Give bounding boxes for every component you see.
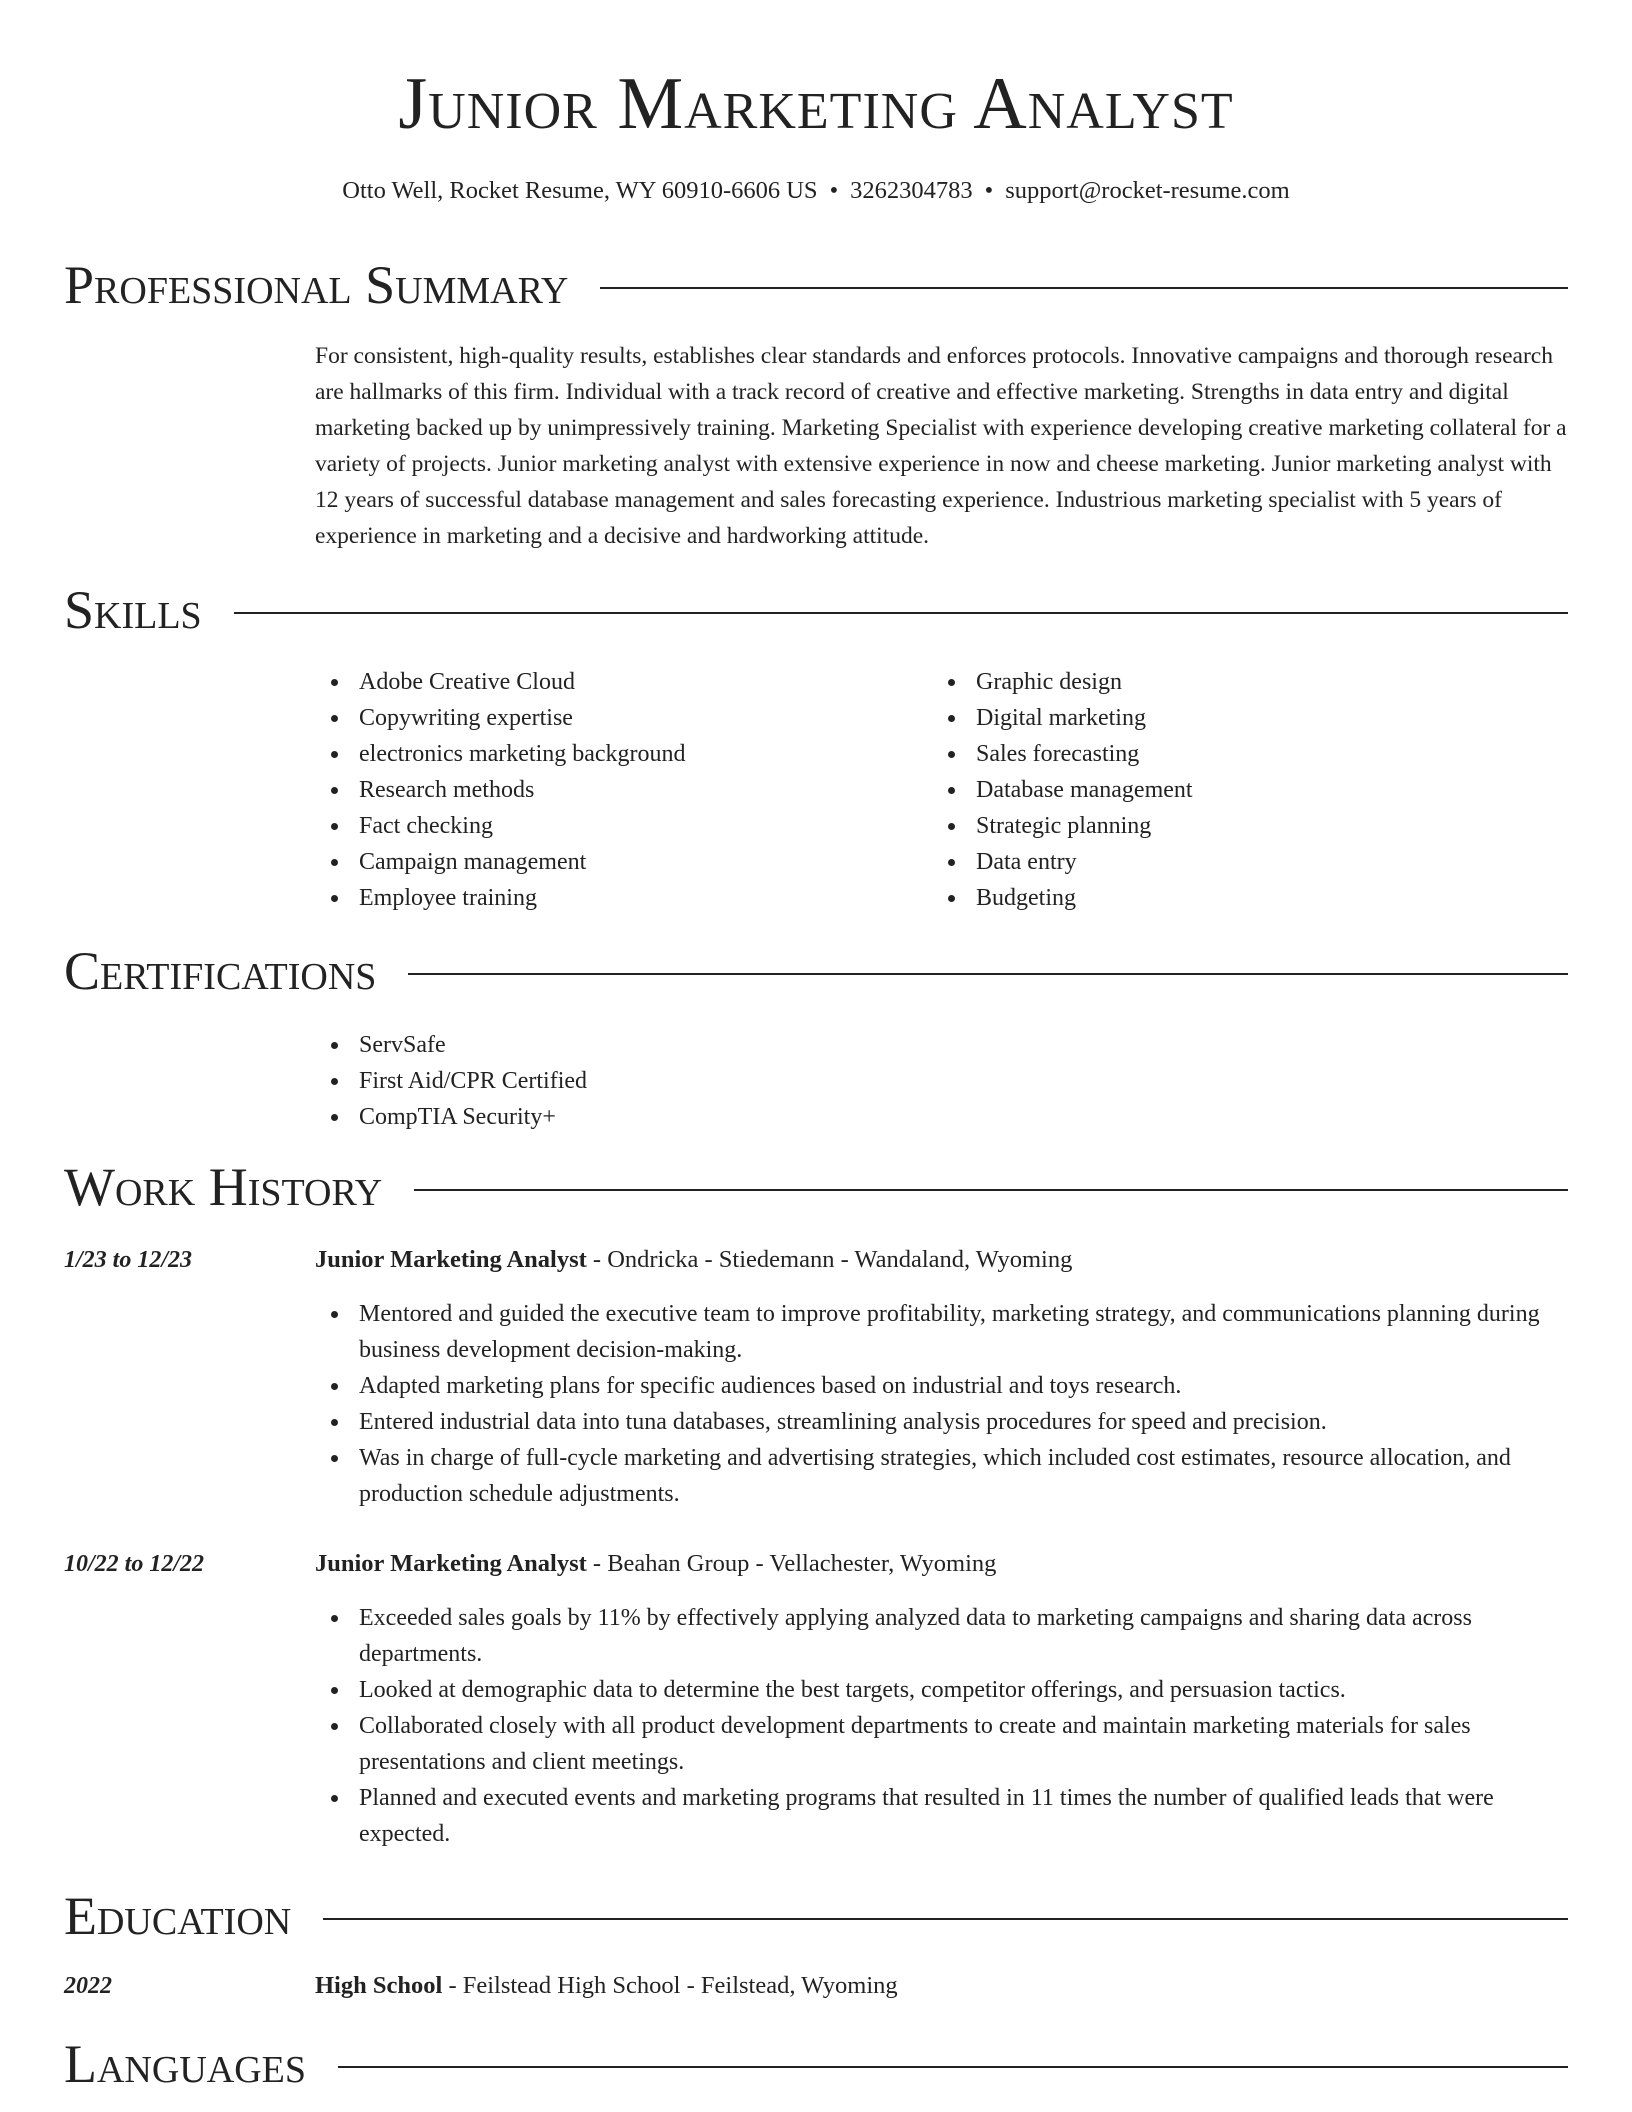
skill-item: Adobe Creative Cloud xyxy=(315,664,915,700)
certification-item: First Aid/CPR Certified xyxy=(315,1063,1515,1099)
certifications-list xyxy=(315,1027,1515,1135)
section-divider xyxy=(408,973,1568,975)
skill-item: Copywriting expertise xyxy=(315,700,915,736)
job-bullet: Planned and executed events and marketing programs that resulted in 11 times the number of qualified leads that were expected. xyxy=(315,1780,1570,1852)
skill-item: Strategic planning xyxy=(932,808,1532,844)
job-bullets xyxy=(315,1296,1570,1512)
section-title: Work History xyxy=(64,1157,383,1217)
section-title: Education xyxy=(64,1886,292,1946)
contact-separator: • xyxy=(984,177,994,204)
job-title-line xyxy=(315,1242,1570,1278)
contact-line xyxy=(0,174,1632,208)
job-bullet: Was in charge of full-cycle marketing and advertising strategies, which included cost estimates, resource allocation, and production schedule adjustments. xyxy=(315,1440,1570,1512)
contact-phone: 3262304783 xyxy=(850,177,973,204)
education-degree: High School xyxy=(315,1972,443,1999)
skill-item: Research methods xyxy=(315,772,915,808)
summary-text: For consistent, high-quality results, establishes clear standards and enforces protocols. Innovative campaigns and thorough research are hallmarks of this firm. Individual with a track record of creative and effective marketing. Strengths in data entry and digital marketing backed up by unimpressively training. Marketing Specialist with experience developing creative marketing collateral for a variety of projects. Junior marketing analyst with extensive experience in now and cheese marketing. Junior marketing analyst with 12 years of successful database management and sales forecasting experience. Industrious marketing specialist with 5 years of experience in marketing and a decisive and hardworking attitude. xyxy=(315,343,1567,549)
section-divider xyxy=(414,1189,1568,1191)
section-title: Languages xyxy=(64,2034,306,2094)
contact-separator: • xyxy=(829,177,839,204)
skill-item: Budgeting xyxy=(932,880,1532,916)
skill-item: Campaign management xyxy=(315,844,915,880)
section-header-summary xyxy=(64,255,1568,315)
section-title: Skills xyxy=(64,580,202,640)
section-header-skills xyxy=(64,580,1568,640)
section-header-certifications xyxy=(64,941,1568,1001)
job-bullet: Mentored and guided the executive team to improve profitability, marketing strategy, and communications planning during business development decision-making. xyxy=(315,1296,1570,1368)
skill-item: Data entry xyxy=(932,844,1532,880)
section-title: Certifications xyxy=(64,941,377,1001)
job-company: - Beahan Group - Vellachester, Wyoming xyxy=(586,1550,997,1577)
skills-list-left xyxy=(315,664,915,916)
job-company: - Ondricka - Stiedemann - Wandaland, Wyoming xyxy=(586,1246,1073,1273)
certification-item: ServSafe xyxy=(315,1027,1515,1063)
contact-address: Otto Well, Rocket Resume, WY 60910-6606 US xyxy=(342,177,818,204)
skill-item: Employee training xyxy=(315,880,915,916)
section-title: Professional Summary xyxy=(64,255,569,315)
section-header-languages xyxy=(64,2034,1568,2094)
education-line xyxy=(315,1968,1570,2004)
job-title-line xyxy=(315,1546,1570,1582)
education-school: - Feilstead High School - Feilstead, Wyoming xyxy=(442,1972,898,1999)
job-bullet: Looked at demographic data to determine the best targets, competitor offerings, and persuasion tactics. xyxy=(315,1672,1570,1708)
section-divider xyxy=(234,612,1568,614)
section-divider xyxy=(600,287,1568,289)
skills-list-right xyxy=(932,664,1532,916)
education-year: 2022 xyxy=(64,1973,112,1999)
resume-title: Junior Marketing Analyst xyxy=(398,63,1234,145)
certification-item: CompTIA Security+ xyxy=(315,1099,1515,1135)
job-role: Junior Marketing Analyst xyxy=(315,1246,587,1273)
job-bullet: Entered industrial data into tuna databases, streamlining analysis procedures for speed and precision. xyxy=(315,1404,1570,1440)
skill-item: Digital marketing xyxy=(932,700,1532,736)
skill-item: Graphic design xyxy=(932,664,1532,700)
job-dates: 1/23 to 12/23 xyxy=(64,1247,193,1273)
job-role: Junior Marketing Analyst xyxy=(315,1550,587,1577)
job-bullet: Exceeded sales goals by 11% by effectively applying analyzed data to marketing campaigns and sharing data across departments. xyxy=(315,1600,1570,1672)
job-bullet: Collaborated closely with all product development departments to create and maintain marketing materials for sales presentations and client meetings. xyxy=(315,1708,1570,1780)
contact-email: support@rocket-resume.com xyxy=(1005,177,1290,204)
job-bullets xyxy=(315,1600,1570,1852)
section-divider xyxy=(338,2066,1568,2068)
job-bullet: Adapted marketing plans for specific audiences based on industrial and toys research. xyxy=(315,1368,1570,1404)
skill-item: Database management xyxy=(932,772,1532,808)
section-divider xyxy=(323,1918,1568,1920)
section-header-work-history xyxy=(64,1157,1568,1217)
skill-item: electronics marketing background xyxy=(315,736,915,772)
skill-item: Sales forecasting xyxy=(932,736,1532,772)
skill-item: Fact checking xyxy=(315,808,915,844)
section-header-education xyxy=(64,1886,1568,1946)
job-dates: 10/22 to 12/22 xyxy=(64,1551,205,1577)
